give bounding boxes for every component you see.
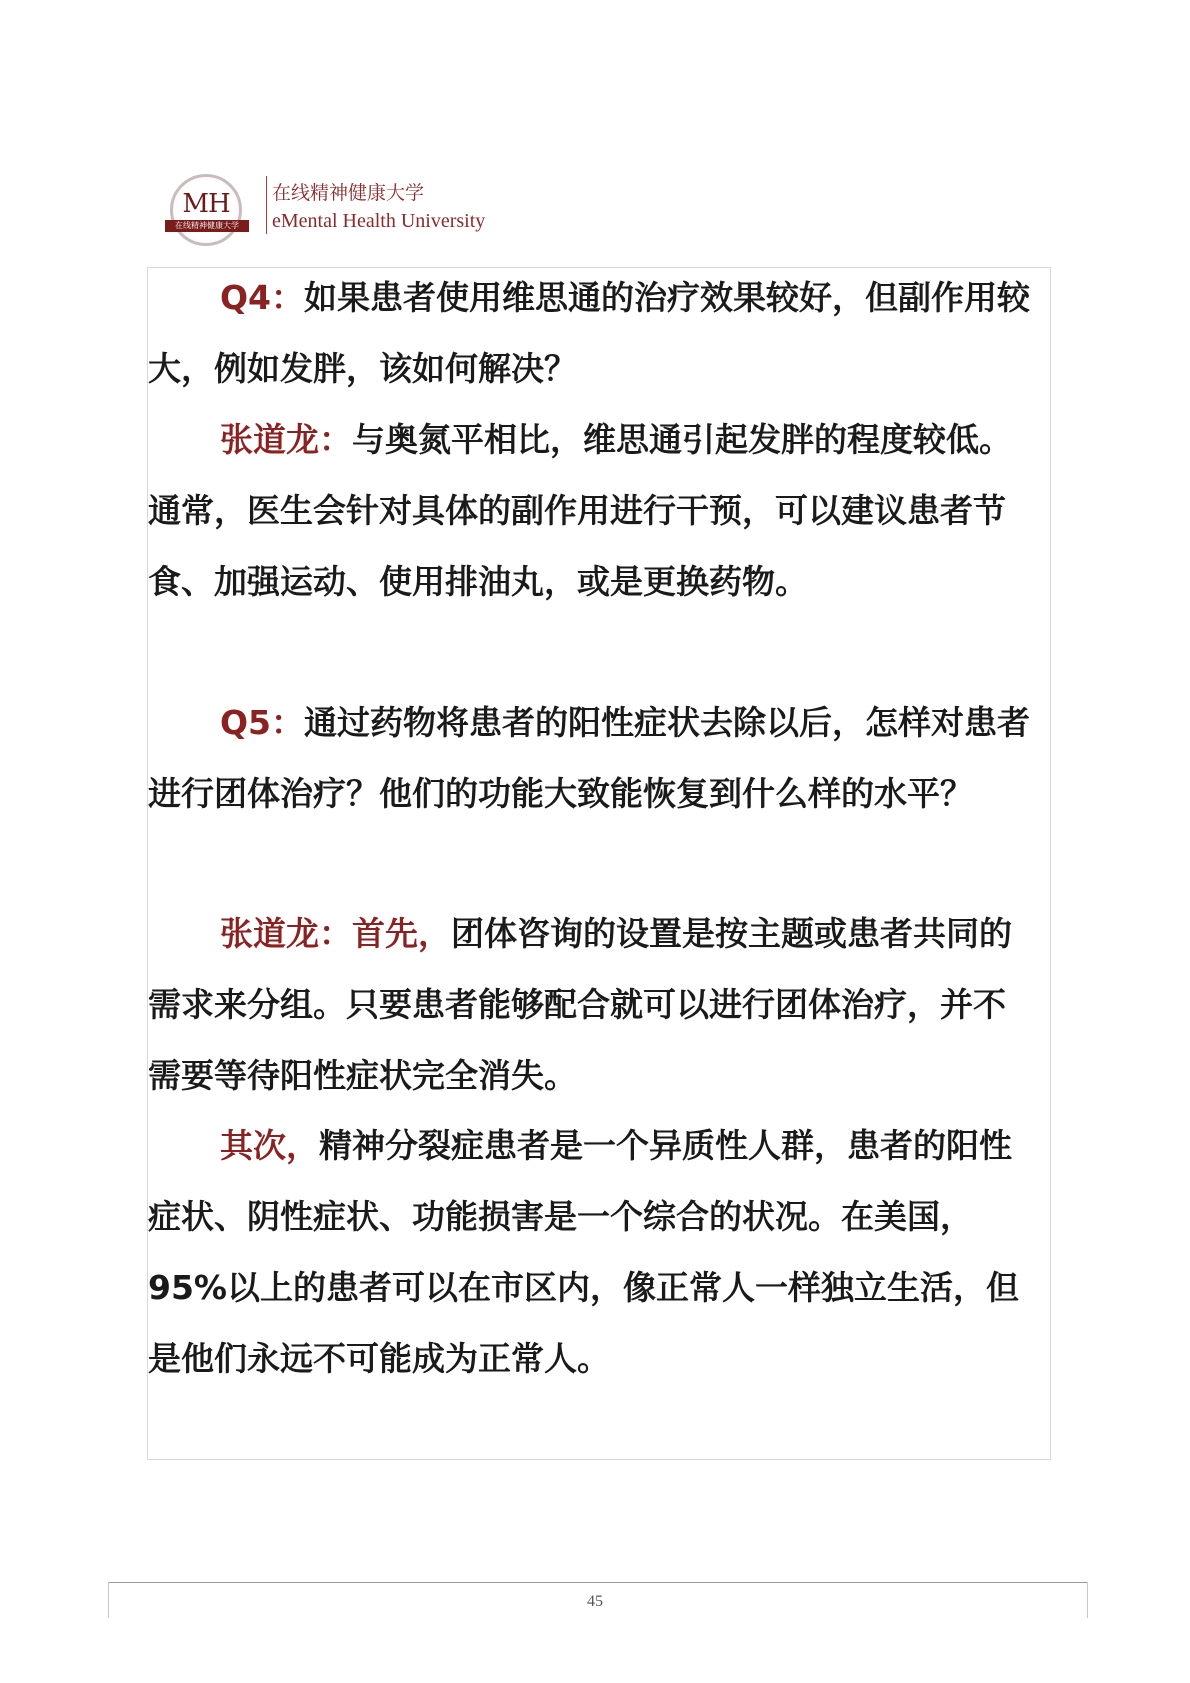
question-q4: [148, 262, 1038, 404]
point-label: 其次，: [220, 1126, 319, 1165]
question-text: 通过药物将患者的阳性症状去除以后，怎样对患者进行团体治疗？他们的功能大致能恢复到什么样的水平？: [148, 703, 1031, 813]
speaker-label: 张道龙：: [220, 420, 352, 459]
answer-text: 精神分裂症患者是一个异质性人群，患者的阳性症状、阴性症状、功能损害是一个综合的状况。在美国，95%以上的患者可以在市区内，像正常人一样独立生活，但是他们永远不可能成为正常人。: [148, 1126, 1019, 1378]
header: [170, 172, 530, 252]
question-label: Q5：: [220, 703, 305, 742]
logo-mh-text: MH: [182, 189, 230, 219]
question-text: 如果患者使用维思通的治疗效果较好，但副作用较大，例如发胖，该如何解决？: [148, 278, 1031, 388]
question-q5: [148, 687, 1038, 829]
answer-q5-first: [148, 898, 1038, 1111]
page-number: 45: [587, 1593, 603, 1610]
speaker-label: 张道龙：首先，: [220, 914, 451, 953]
logo-ribbon: 在线精神健康大学: [165, 220, 249, 232]
answer-q5-second: [148, 1110, 1038, 1394]
answer-q4: [148, 404, 1038, 617]
university-seal-logo: [170, 174, 242, 246]
answer-text: 与奥氮平相比，维思通引起发胖的程度较低。通常，医生会针对具体的副作用进行干预，可以建议患者节食、加强运动、使用排油丸，或是更换药物。: [148, 420, 1012, 601]
university-name-en: eMental Health University: [272, 210, 486, 232]
university-name-cn: 在线精神健康大学: [272, 182, 425, 204]
question-label: Q4：: [220, 278, 305, 317]
footer-divider: [108, 1582, 1088, 1583]
logo-divider: [266, 176, 267, 234]
content-box: [147, 267, 1051, 1460]
answer-text: 团体咨询的设置是按主题或患者共同的需求来分组。只要患者能够配合就可以进行团体治疗，并不需要等待阳性症状完全消失。: [148, 914, 1012, 1095]
